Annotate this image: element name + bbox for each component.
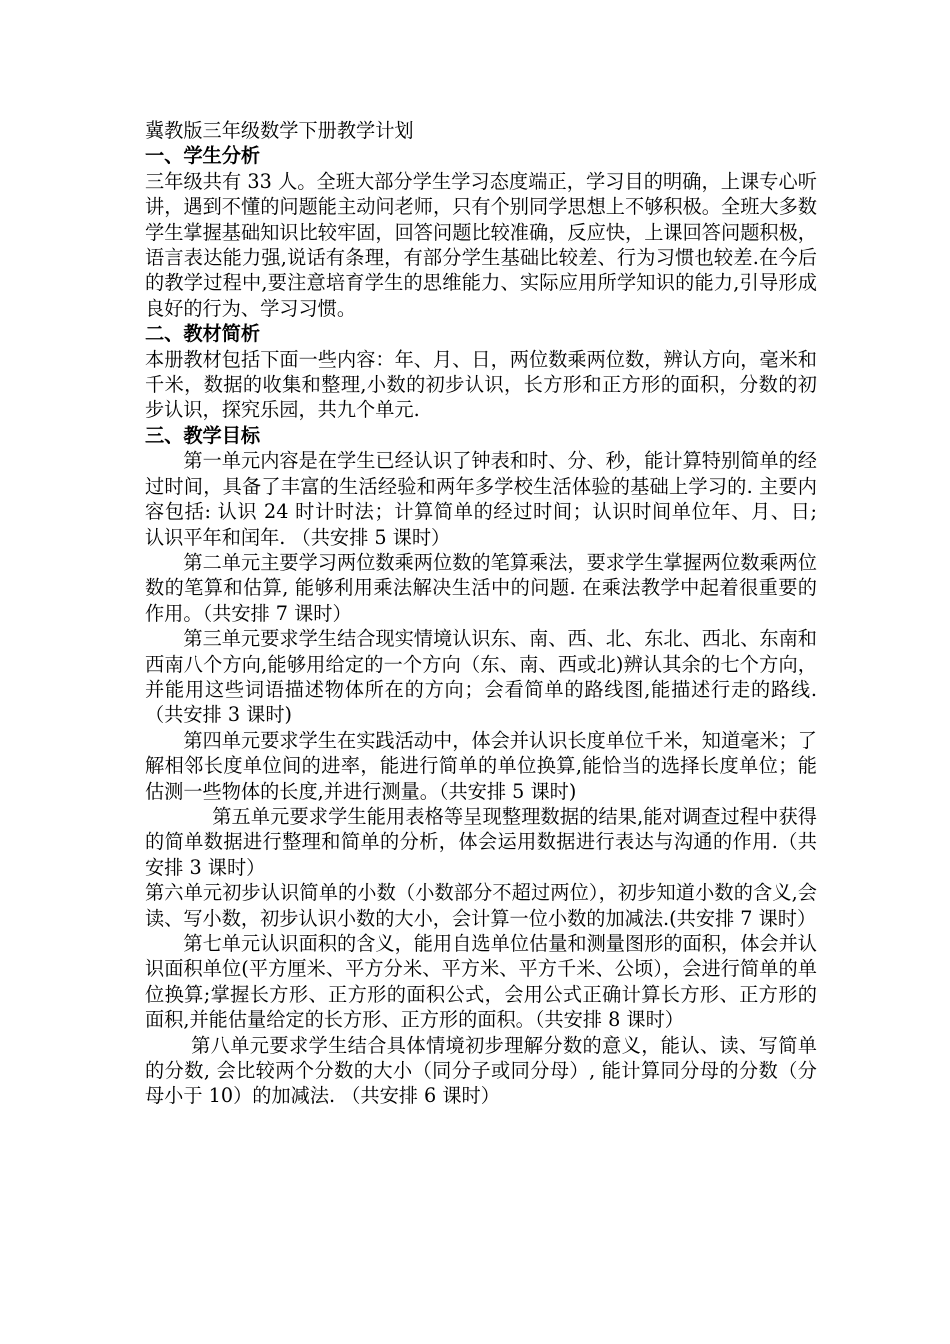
section-heading-teaching-goals: 三、教学目标 (145, 423, 261, 447)
document-page (145, 118, 817, 1109)
paragraph-student-analysis: 三年级共有 33 人。全班大部分学生学习态度端正，学习目的明确，上课专心听讲，遇到不懂的问题能主动问老师，只有个别同学思想上不够积极。全班大多数学生掌握基础知识比较牢固，回答问题比较准确，反应快，上课回答问题积极，语言表达能力强,说话有条理，有部分学生基础比较差、行为习惯也较差.在今后的教学过程中,要注意培育学生的思维能力、实际应用所学知识的能力,引导形成良好的行为、学习习惯。 (145, 169, 817, 320)
section-heading-student-analysis: 一、学生分析 (145, 144, 261, 168)
paragraph-unit-3: 第三单元要求学生结合现实情境认识东、南、西、北、东北、西北、东南和西南八个方向,能够用给定的一个方向（东、南、西或北)辨认其余的七个方向，并能用这些词语描述物体所在的方向；会看简单的路线图,能描述行走的路线.（共安排 3 课时) (145, 627, 817, 727)
paragraph-unit-2: 第二单元主要学习两位数乘两位数的笔算乘法，要求学生掌握两位数乘两位数的笔算和估算, 能够利用乘法解决生活中的问题. 在乘法教学中起着很重要的作用。（共安排 7 课时） (145, 550, 817, 625)
paragraph-unit-8: 第八单元要求学生结合具体情境初步理解分数的意义，能认、读、写简单的分数, 会比较两个分数的大小（同分子或同分母）, 能计算同分母的分数（分母小于 10）的加减法. （共安排 6 课时） (145, 1033, 817, 1108)
paragraph-unit-5: 第五单元要求学生能用表格等呈现整理数据的结果,能对调查过程中获得的简单数据进行整理和简单的分析，体会运用数据进行表达与沟通的作用.（共安排 3 课时） (145, 804, 817, 879)
paragraph-unit-1: 第一单元内容是在学生已经认识了钟表和时、分、秒，能计算特别简单的经过时间，具备了丰富的生活经验和两年多学校生活体验的基础上学习的. 主要内容包括: 认识 24 时计时法；计算简单的经过时间；认识时间单位年、月、日; 认识平年和闰年. （共安排 5 课时） (145, 449, 817, 549)
document-title: 冀教版三年级数学下册教学计划 (145, 119, 414, 142)
paragraph-unit-4: 第四单元要求学生在实践活动中，体会并认识长度单位千米，知道毫米；了解相邻长度单位间的进率，能进行简单的单位换算,能恰当的选择长度单位；能估测一些物体的长度,并进行测量。（共安排 5 课时) (145, 728, 817, 803)
section-heading-textbook-analysis: 二、教材简析 (145, 322, 261, 346)
paragraph-unit-7: 第七单元认识面积的含义，能用自选单位估量和测量图形的面积，体会并认识面积单位(平方厘米、平方分米、平方米、平方千米、公顷），会进行简单的单位换算;掌握长方形、正方形的面积公式，会用公式正确计算长方形、正方形的面积,并能估量给定的长方形、正方形的面积。（共安排 8 课时） (145, 932, 817, 1032)
paragraph-textbook-analysis: 本册教材包括下面一些内容：年、月、日，两位数乘两位数，辨认方向，毫米和千米，数据的收集和整理,小数的初步认识，长方形和正方形的面积，分数的初步认识，探究乐园，共九个单元. (145, 347, 817, 422)
paragraph-unit-6: 第六单元初步认识简单的小数（小数部分不超过两位），初步知道小数的含义,会读、写小数，初步认识小数的大小，会计算一位小数的加减法.(共安排 7 课时） (145, 881, 817, 930)
